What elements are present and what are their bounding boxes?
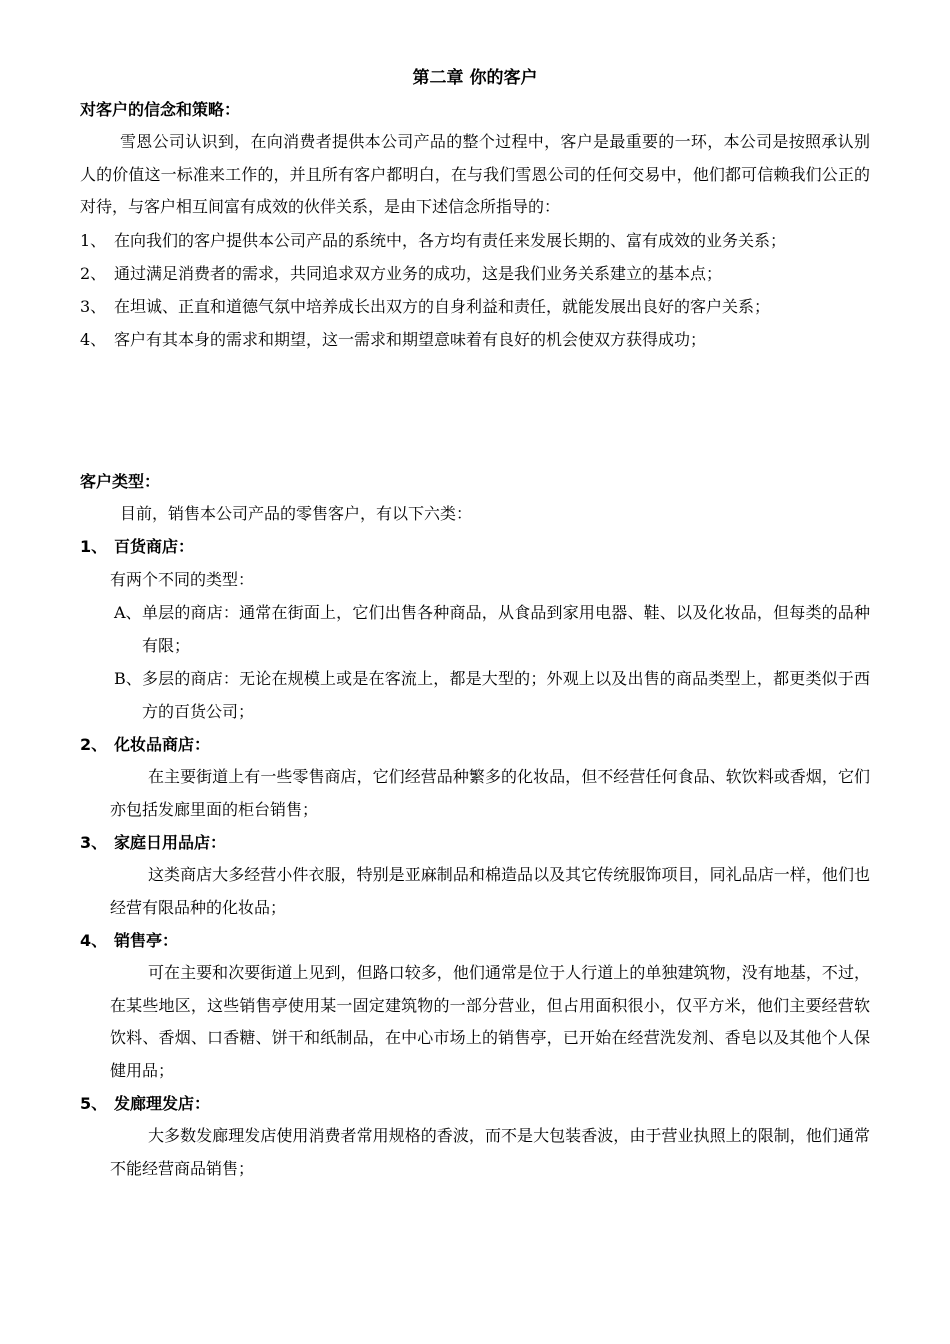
type-title: 销售亭： — [114, 931, 179, 950]
type-number: 2、 — [80, 735, 108, 754]
type-title: 家庭日用品店： — [114, 833, 227, 852]
type-title: 化妆品商店： — [114, 735, 211, 754]
belief-text: 在坦诚、正直和道德气氛中培养成长出双方的自身利益和责任，就能发展出良好的客户关系； — [114, 296, 771, 316]
belief-text: 通过满足消费者的需求，共同追求双方业务的成功，这是我们业务关系建立的基本点； — [114, 263, 723, 283]
type-number: 4、 — [80, 931, 108, 950]
type-heading-1 — [80, 530, 870, 563]
sub-text: 单层的商店：通常在街面上，它们出售各种商品，从食品到家用电器、鞋、以及化妆品，但每类的品种有限； — [142, 603, 870, 655]
type-title: 百货商店： — [114, 537, 195, 556]
type-heading-2 — [80, 728, 870, 761]
belief-item-2 — [80, 257, 870, 290]
belief-item-1 — [80, 224, 870, 257]
type-number: 3、 — [80, 833, 108, 852]
type-3-text: 这类商店大多经营小件衣服，特别是亚麻制品和棉造品以及其它传统服饰项目，同礼品店一样，他们也经营有限品种的化妆品； — [110, 865, 870, 917]
type-1-intro: 有两个不同的类型： — [110, 570, 255, 589]
document-page — [80, 62, 870, 1185]
type-4-text: 可在主要和次要街道上见到，但路口较多，他们通常是位于人行道上的单独建筑物，没有地基，不过，在某些地区，这些销售亭使用某一固定建筑物的一部分营业，但占用面积很小，仅平方米，他们主要经营软饮料、香烟、口香糖、饼干和纸制品，在中心市场上的销售亭，已开始在经营洗发剂、香皂以及其他个人保健用品； — [110, 963, 870, 1080]
sub-letter: B、 — [114, 669, 142, 688]
type-title: 发廊理发店： — [114, 1094, 211, 1113]
belief-number: 2、 — [80, 263, 107, 283]
beliefs-heading: 对客户的信念和策略： — [80, 100, 241, 119]
type-2-text: 在主要街道上有一些零售商店，它们经营品种繁多的化妆品，但不经营任何食品、软饮料或香烟，它们亦包括发廊里面的柜台销售； — [110, 767, 870, 819]
belief-text: 客户有其本身的需求和期望，这一需求和期望意味着有良好的机会使双方获得成功； — [114, 329, 707, 349]
type-5-text: 大多数发廊理发店使用消费者常用规格的香波，而不是大包装香波，由于营业执照上的限制，他们通常不能经营商品销售； — [110, 1126, 870, 1178]
belief-number: 4、 — [80, 329, 107, 349]
belief-item-4 — [80, 323, 870, 356]
type-number: 1、 — [80, 537, 108, 556]
type-1-sub-b — [80, 662, 870, 728]
belief-number: 3、 — [80, 296, 107, 316]
type-heading-3 — [80, 826, 870, 859]
sub-letter: A、 — [114, 603, 142, 622]
belief-number: 1、 — [80, 230, 107, 250]
types-intro: 目前，销售本公司产品的零售客户，有以下六类： — [120, 503, 473, 523]
type-number: 5、 — [80, 1094, 108, 1113]
sub-text: 多层的商店：无论在规模上或是在客流上，都是大型的；外观上以及出售的商品类型上，都更类似于西方的百货公司； — [142, 669, 870, 721]
type-1-sub-a — [80, 596, 870, 662]
section-spacer — [80, 356, 870, 466]
type-heading-5 — [80, 1087, 870, 1120]
chapter-title: 第二章 你的客户 — [412, 68, 538, 88]
beliefs-intro: 雪恩公司认识到，在向消费者提供本公司产品的整个过程中，客户是最重要的一环，本公司是按照承认别人的价值这一标准来工作的，并且所有客户都明白，在与我们雪恩公司的任何交易中，他们都可信赖我们公正的对待，与客户相互间富有成效的伙伴关系，是由下述信念所指导的： — [80, 132, 870, 216]
belief-text: 在向我们的客户提供本公司产品的系统中，各方均有责任来发展长期的、富有成效的业务关系； — [114, 230, 787, 250]
belief-item-3 — [80, 290, 870, 323]
types-heading: 客户类型： — [80, 471, 161, 491]
type-heading-4 — [80, 924, 870, 957]
